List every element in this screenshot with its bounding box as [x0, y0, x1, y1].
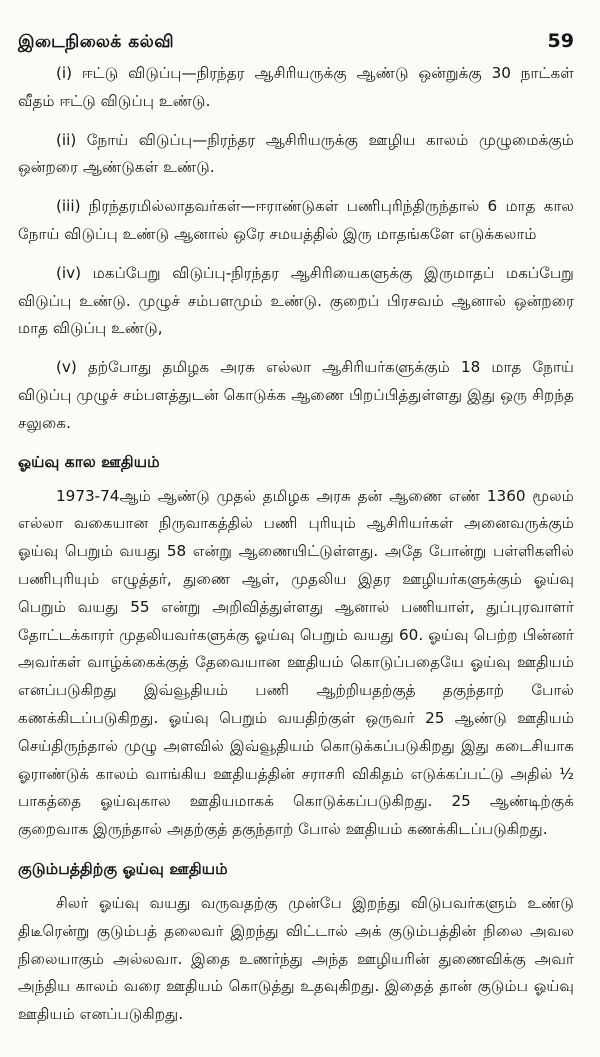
list-item: (v) தற்போது தமிழக அரசு எல்லா ஆசிரியர்களுக்கும் 18 மாத நோய் விடுப்பு முழுச் சம்பளத்துடன் கொடுக்க ஆணை பிறப்பித்துள்ளது இது ஒரு சிறந்த சலுகை. [18, 358, 574, 432]
paragraph-pension: 1973-74ஆம் ஆண்டு முதல் தமிழக அரசு தன் ஆணை எண் 1360 மூலம் எல்லா வகையான நிருவாகத்தில் பணி புரியும் ஆசிரியர்கள் அனைவருக்கும் ஓய்வு பெறும் வயது 58 என்று ஆணையிட்டுள்ளது. அதே போன்று பள்ளிகளில் பணிபுரியும் எழுத்தர், துணை ஆள், முதலிய இதர ஊழியர்களுக்கும் ஓய்வு பெறும் வயது 55 என்று அறிவித்துள்ளது ஆனால் பணியாள், துப்புரவாளர் தோட்டக்காரர் முதலியவர்களுக்கு ஓய்வு பெறும் வயது 60. ஓய்வு பெற்ற பின்னர் அவர்கள் வாழ்க்கைக்குத் தேவையான ஊதியம் கொடுப்பதையே ஓய்வு ஊதியம் எனப்படுகிறது இவ்வூதியம் பணி ஆற்றியதற்குத் தகுந்தாற் போல் கணக்கிடப்படுகிறது. ஓய்வு பெறும் வயதிற்குள் ஒருவர் 25 ஆண்டு ஊதியம் செய்திருந்தால் முழு அளவில் இவ்வூதியம் கொடுக்கப்படுகிறது இது கடைசியாக ஓராண்டுக் காலம் வாங்கிய ஊதியத்தின் சராசரி விகிதம் எடுக்கப்பட்டு அதில் ½ பாகத்தை ஓய்வுகால ஊதியமாகக் கொடுக்கப்படுகிறது. 25 ஆண்டிற்குக் குறைவாக இருந்தால் அதற்குத் தகுந்தாற் போல் ஊதியம் கணக்கிடப்படுகிறது. [18, 486, 574, 839]
running-title: இடைநிலைக் கல்வி [18, 32, 175, 52]
list-item: (ii) நோய் விடுப்பு—நிரந்தர ஆசிரியருக்கு ஊழிய காலம் முழுமைக்கும் ஒன்றரை ஆண்டுகள் உண்டு. [18, 130, 574, 177]
section-heading-family-pension: குடும்பத்திற்கு ஓய்வு ஊதியம் [18, 859, 228, 878]
paragraph-family-pension: சிலர் ஓய்வு வயது வருவதற்கு முன்பே இறந்து விடுபவர்களும் உண்டு திடீரென்று குடும்பத் தலைவர் இறந்து விட்டால் அக் குடும்பத்தின் நிலை அவல நிலையாகும் அல்லவா. இதை உணர்ந்து அந்த ஊழியரின் துணைவிக்கு அவர் அந்திய காலம் வரை ஊதியம் கொடுத்து உதவுகிறது. இதைத் தான் குடும்ப ஓய்வு ஊதியம் எனப்படுகிறது. [18, 893, 574, 1024]
list-item: (i) ஈட்டு விடுப்பு—நிரந்தர ஆசிரியருக்கு ஆண்டு ஒன்றுக்கு 30 நாட்கள் வீதம் ஈட்டு விடுப்பு உண்டு. [18, 64, 574, 110]
list-item: (iii) நிரந்தரமில்லாதவர்கள்—ஈராண்டுகள் பணிபுரிந்திருந்தால் 6 மாத கால நோய் விடுப்பு உண்டு ஆனால் ஒரே சமயத்தில் இரு மாதங்களே எடுக்கலாம் [18, 197, 574, 243]
list-item: (iv) மகப்பேறு விடுப்பு-நிரந்தர ஆசிரியைகளுக்கு இருமாதப் மகப்பேறு விடுப்பு உண்டு. முழுச் சம்பளமும் உண்டு. குறைப் பிரசவம் ஆனால் ஒன்றரை மாத விடுப்பு உண்டு, [18, 263, 574, 338]
leave-list [18, 60, 574, 438]
running-header [18, 30, 574, 60]
section-heading-pension: ஓய்வு கால ஊதியம் [18, 452, 160, 471]
page-number: 59 [547, 30, 574, 52]
